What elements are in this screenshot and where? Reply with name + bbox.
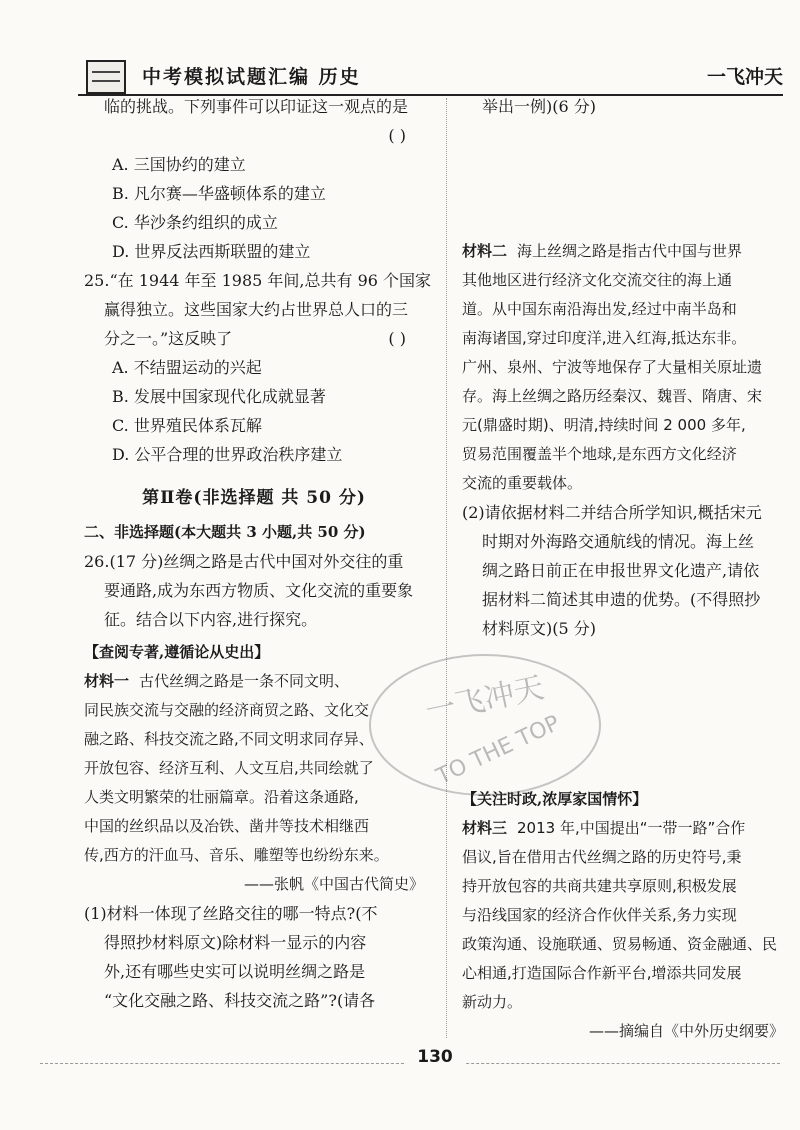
watermark-text: TO THE TOP <box>432 710 564 790</box>
material3-text: 持开放包容的共商共建共享原则,积极发展 <box>462 877 737 895</box>
material1-label: 材料一 <box>84 672 130 690</box>
sub-question-1: 得照抄材料原文)除材料一显示的内容 <box>104 933 367 952</box>
sub-question-1: (1)材料一体现了丝路交往的哪一特点?(不 <box>84 904 378 923</box>
q25-option-c: C. 世界殖民体系瓦解 <box>112 416 262 435</box>
material1-text: 古代丝绸之路是一条不同文明、 <box>139 672 350 690</box>
material1-text: 人类文明繁荣的壮丽篇章。沿着这条通路, <box>84 788 359 806</box>
sub-question-1: “文化交融之路、科技交流之路”?(请各 <box>104 991 376 1010</box>
material1-text: 同民族交流与交融的经济商贸之路、文化交 <box>84 701 370 719</box>
q25-stem-line: 分之一。”这反映了 <box>104 329 233 348</box>
material3-text: 倡议,旨在借用古代丝绸之路的历史符号,秉 <box>462 848 742 866</box>
material2-text: 海上丝绸之路是指古代中国与世界 <box>517 242 743 260</box>
sub-question-2: (2)请依据材料二并结合所学知识,概括宋元 <box>462 503 762 522</box>
bracket-heading-1: 【查阅专著,遵循论从史出】 <box>84 643 270 661</box>
sub-question-2: 材料原文)(5 分) <box>482 619 596 638</box>
column-divider <box>446 98 447 1038</box>
q24-option-c: C. 华沙条约组织的成立 <box>112 213 278 232</box>
sub-question-1-end: 举出一例)(6 分) <box>482 97 596 116</box>
q26-stem-line: 征。结合以下内容,进行探究。 <box>104 610 318 629</box>
q24-option-d: D. 世界反法西斯联盟的建立 <box>112 242 311 261</box>
material3-text: 政策沟通、设施联通、贸易畅通、资金融通、民 <box>462 935 778 953</box>
material3-source: ——摘编自《中外历史纲要》 <box>588 1022 784 1040</box>
right-column <box>462 92 784 1046</box>
material1-line <box>84 667 424 696</box>
book-logo-icon <box>86 60 126 94</box>
q25-stem-line: 赢得独立。这些国家大约占世界总人口的三 <box>104 300 409 319</box>
q25-stem-line: 25.“在 1944 年至 1985 年间,总共有 96 个国家 <box>84 271 432 290</box>
material1-text: 融之路、科技交流之路,不同文明求同存异、 <box>84 730 374 748</box>
material2-text: 元(鼎盛时期)、明清,持续时间 2 000 多年, <box>462 416 746 434</box>
watermark-text: 一飞冲天 <box>422 670 548 730</box>
bracket-heading-2: 【关注时政,浓厚家国情怀】 <box>462 790 648 808</box>
material2-text: 其他地区进行经济文化交流交往的海上通 <box>462 271 733 289</box>
q25-option-b: B. 发展中国家现代化成就显著 <box>112 387 326 406</box>
section-title: 第Ⅱ卷(非选择题 共 50 分) <box>142 488 366 508</box>
material2-text: 交流的重要载体。 <box>462 474 583 492</box>
q25-option-a: A. 不结盟运动的兴起 <box>112 358 262 377</box>
sub-question-2: 绸之路日前正在申报世界文化遗产,请依 <box>482 561 760 580</box>
q25-option-d: D. 公平合理的世界政治秩序建立 <box>112 445 343 464</box>
answer-space <box>462 643 784 781</box>
q26-stem-line: 要通路,成为东西方物质、文化交流的重要象 <box>104 581 414 600</box>
q25-answer-paren: ( ) <box>388 329 406 348</box>
material2-line <box>462 237 784 266</box>
part-title: 二、非选择题(本大题共 3 小题,共 50 分) <box>84 523 366 541</box>
material3-line <box>462 814 784 843</box>
material2-text: 存。海上丝绸之路历经秦汉、魏晋、隋唐、宋 <box>462 387 763 405</box>
sub-question-1: 外,还有哪些史实可以说明丝绸之路是 <box>104 962 366 981</box>
material2-label: 材料二 <box>462 242 508 260</box>
header-title: 中考模拟试题汇编 历史 <box>142 66 361 88</box>
left-column <box>84 92 432 1015</box>
material1-text: 中国的丝织品以及冶铁、凿井等技术相继西 <box>84 817 370 835</box>
sub-question-2: 据材料二简述其申遗的优势。(不得照抄 <box>482 590 761 609</box>
q24-option-a: A. 三国协约的建立 <box>112 155 246 174</box>
answer-space <box>462 121 784 237</box>
material2-text: 广州、泉州、宁波等地保存了大量相关原址遗 <box>462 358 763 376</box>
q24-answer-paren: ( ) <box>388 126 406 145</box>
material2-text: 道。从中国东南沿海出发,经过中南半岛和 <box>462 300 737 318</box>
material1-source: ——张帆《中国古代简史》 <box>243 875 424 893</box>
sub-question-2: 时期对外海路交通航线的情况。海上丝 <box>482 532 755 551</box>
material3-label: 材料三 <box>462 819 508 837</box>
header-brand: 一飞冲天 <box>706 66 783 88</box>
material1-text: 开放包容、经济互利、人文互启,共同绘就了 <box>84 759 374 777</box>
q24-continuation: 临的挑战。下列事件可以印证这一观点的是 <box>104 97 409 116</box>
material3-text: 与沿线国家的经济合作伙伴关系,务力实现 <box>462 906 737 924</box>
material3-text: 新动力。 <box>462 993 523 1011</box>
q24-option-b: B. 凡尔赛—华盛顿体系的建立 <box>112 184 326 203</box>
page-number: 130 <box>405 1047 465 1067</box>
material3-text: 2013 年,中国提出“一带一路”合作 <box>517 819 746 837</box>
material2-text: 南海诸国,穿过印度洋,进入红海,抵达东非。 <box>462 329 747 347</box>
q26-stem-line: 26.(17 分)丝绸之路是古代中国对外交往的重 <box>84 552 404 571</box>
material2-text: 贸易范围覆盖半个地球,是东西方文化经济 <box>462 445 737 463</box>
material1-text: 传,西方的汗血马、音乐、雕塑等也纷纷东来。 <box>84 846 389 864</box>
material3-text: 心相通,打造国际合作新平台,增添共同发展 <box>462 964 742 982</box>
page-header <box>78 54 783 96</box>
